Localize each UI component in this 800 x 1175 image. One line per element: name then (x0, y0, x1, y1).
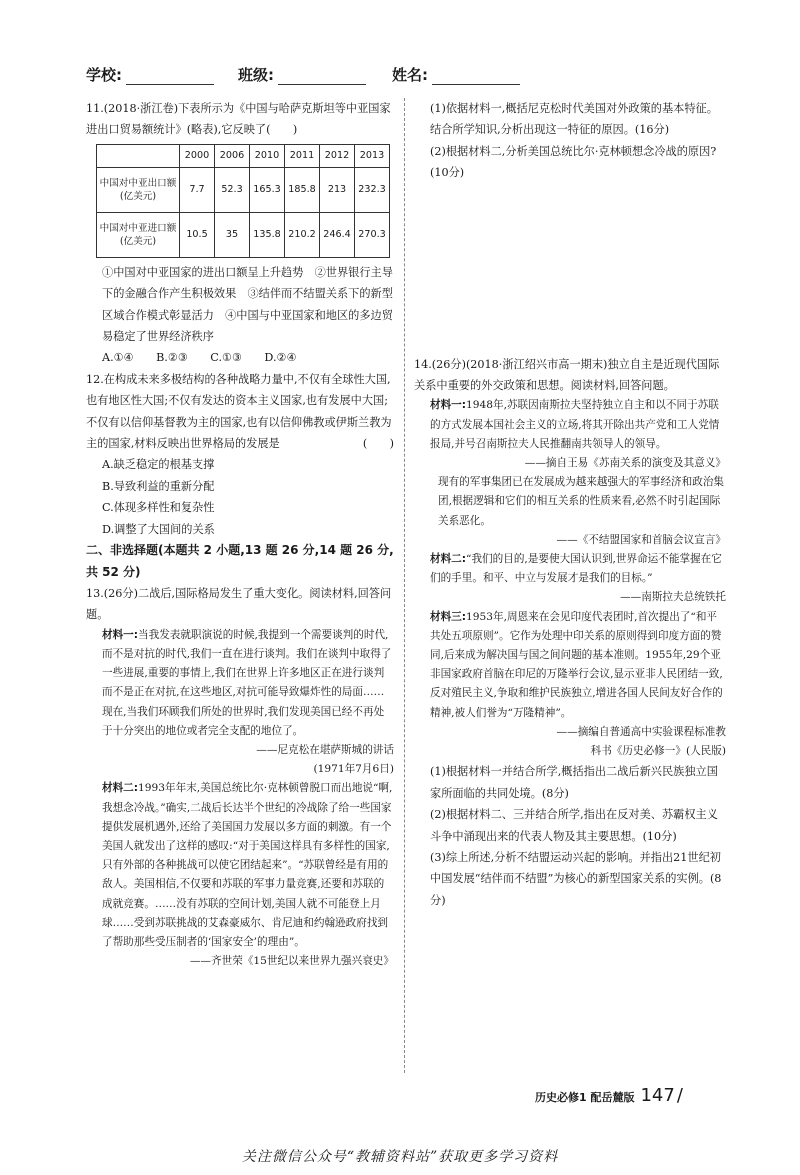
q14-question-1: (1)根据材料一并结合所学,概括指出二战后新兴民族独立国家所面临的共同处境。(8分) (430, 765, 718, 800)
section-heading-nonchoice: 二、非选择题(本题共 2 小题,13 题 26 分,14 题 26 分,共 52 分) (86, 543, 394, 579)
right-column (414, 98, 726, 911)
q14-material-3-source-line2: 科书《历史必修一》(人民版) (590, 745, 726, 758)
class-field: 班级: (238, 64, 366, 85)
student-info-header (86, 64, 606, 88)
q14-material-3-source-line1: ——摘编自普通高中实验课程标准教 (556, 725, 726, 738)
year-cell: 2006 (215, 144, 250, 167)
q12-option-b: B.导致利益的重新分配 (102, 479, 215, 493)
table-header-row (97, 144, 390, 167)
table-cell: 52.3 (215, 167, 250, 212)
bottom-note: 关注微信公众号“教辅资料站”获取更多学习资料 (241, 1149, 559, 1165)
year-cell: 2000 (180, 144, 215, 167)
table-cell: 10.5 (180, 212, 215, 257)
answer-paren[interactable]: ( ) (362, 437, 394, 451)
q13-material-1-date: (1971年7月6日) (313, 763, 394, 776)
q13-material-2: 材料二:1993年年末,美国总统比尔·克林顿曾脱口而出地说“啊,我想念冷战。”确实,二战后长达半个世纪的冷战除了给一些国家提供发展机遇外,还给了美国国力发展以多方面的刺激。有一个美国人就发出了这样的感叹:“对于美国这样具有多样性的国家,只有外部的各种挑战可以使它团结起来”。“苏联曾经是有用的敌人。美国相信,不仅要和苏联的军事力量竞赛,还要和苏联的成就竞赛。……没有苏联的空间计划,美国人就不可能登上月球……受到苏联挑战的艾森豪威尔、肯尼迪和约翰逊政府找到了帮助那些受压制者的‘国家安全’的理由”。 (102, 782, 393, 948)
q14-material-1: 材料一:1948年,苏联因南斯拉夫坚持独立自主和以不同于苏联的方式发展本国社会主义的立场,将其开除出共产党和工人党情报局,并号召南斯拉夫人民推翻南共领导人的领导。 (430, 399, 720, 450)
class-blank[interactable] (278, 68, 366, 85)
q14-material-2: 材料二:“我们的目的,是要使大国认识到,世界命运不能掌握在它们的手里。和平、中立与发展才是我们的目标。” (430, 553, 722, 585)
q11-choices: A.①④ B.②③ C.①③ D.②④ (102, 351, 297, 365)
q12-option-c: C.体现多样性和复杂性 (102, 501, 215, 515)
q12-option-d: D.调整了大国间的关系 (102, 522, 215, 536)
year-cell: 2012 (320, 144, 355, 167)
q13-material-1-source: ——尼克松在堪萨斯城的讲话 (256, 743, 394, 756)
name-blank[interactable] (432, 68, 520, 85)
left-column (86, 98, 394, 971)
table-cell: 270.3 (355, 212, 390, 257)
q14-material-1-source: ——摘自王易《苏南关系的演变及其意义》 (524, 457, 726, 470)
q11-stem: 11.(2018·浙江卷)下表所示为《中国与哈萨克斯坦等中亚国家进出口贸易额统计》(略表),它反映了( ) (86, 102, 391, 137)
book-title: 历史必修1 配岳麓版 (535, 1091, 635, 1104)
q12-option-a: A.缺乏稳定的根基支撑 (102, 458, 215, 472)
q14-material-2-source: ——南斯拉夫总统铁托 (620, 591, 726, 604)
answer-space (414, 184, 726, 354)
table-cell: 210.2 (285, 212, 320, 257)
school-blank[interactable] (126, 68, 214, 85)
q14-question-2: (2)根据材料二、三并结合所学,指出在反对美、苏霸权主义斗争中涌现出来的代表人物及其主要思想。(10分) (430, 808, 718, 843)
table-row (97, 212, 390, 257)
q11-options: ①中国对中亚国家的进出口额呈上升趋势 ②世界银行主导下的金融合作产生积极效果 ③结伴而不结盟关系下的新型区域合作模式彰显活力 ④中国与中亚国家和地区的多边贸易稳定了世界经济秩序 (102, 265, 393, 344)
q13-question-1: (1)依据材料一,概括尼克松时代美国对外政策的基本特征。结合所学知识,分析出现这一特征的原因。(16分) (430, 102, 718, 137)
table-cell: 232.3 (355, 167, 390, 212)
q11-trade-table (96, 144, 390, 258)
page-number: 147 (640, 1085, 675, 1106)
table-cell: 35 (215, 212, 250, 257)
school-field: 学校: (86, 64, 214, 85)
q13-question-2: (2)根据材料二,分析美国总统比尔·克林顿想念冷战的原因?(10分) (430, 144, 717, 180)
table-cell: 213 (320, 167, 355, 212)
q14-stem: 14.(26分)(2018·浙江绍兴市高一期末)独立自主是近现代国际关系中重要的外交政策和思想。阅读材料,回答问题。 (414, 357, 720, 393)
q14-material-3: 材料三:1953年,周恩来在会见印度代表团时,首次提出了“和平共处五项原则”。它作为处理中印关系的原则得到印度方面的赞同,后来成为解决国与国之间问题的基本准则。1955年,29个亚非国家政府首脑在印尼的万隆举行会议,显示亚非人民团结一致,反对殖民主义,争取和维护民族独立,增进各国人民间友好合作的精神,被人们誉为“万隆精神”。 (430, 610, 723, 719)
row-label-export: 中国对中亚出口额(亿美元) (97, 167, 180, 212)
q13-stem: 13.(26分)二战后,国际格局发生了重大变化。阅读材料,回答问题。 (86, 586, 392, 622)
q14-material-1b-source: ——《不结盟国家和首脑会议宣言》 (556, 533, 726, 546)
column-divider (404, 98, 405, 1073)
q14-question-3: (3)综上所述,分析不结盟运动兴起的影响。并指出21世纪初中国发展“结伴而不结盟”为核心的新型国家关系的实例。(8分) (430, 850, 722, 907)
year-cell: 2010 (250, 144, 285, 167)
table-row (97, 167, 390, 212)
page-footer (535, 1085, 683, 1106)
row-label-import: 中国对中亚进口额(亿美元) (97, 212, 180, 257)
table-cell: 246.4 (320, 212, 355, 257)
year-cell: 2013 (355, 144, 390, 167)
q12-stem: 12.在构成未来多极结构的各种战略力量中,不仅有全球性大国,也有地区性大国;不仅有发达的资本主义国家,也有发展中大国;不仅有以信仰基督教为主的国家,也有以信仰佛教或伊斯兰教为主的国家,材料反映出世界格局的发展是 ( ) (86, 369, 394, 455)
table-cell: 7.7 (180, 167, 215, 212)
year-cell: 2011 (285, 144, 320, 167)
q14-material-1b: 现有的军事集团已在发展成为越来越强大的军事经济和政治集团,根据逻辑和它们的相互关系的性质来看,必然不时引起国际关系恶化。 (438, 476, 725, 527)
table-cell: 135.8 (250, 212, 285, 257)
page-slash-icon: / (676, 1085, 683, 1106)
name-field: 姓名: (392, 64, 520, 85)
table-cell: 185.8 (285, 167, 320, 212)
table-cell: 165.3 (250, 167, 285, 212)
q13-material-1: 材料一:当我发表就职演说的时候,我提到一个需要谈判的时代,而不是对抗的时代,我们一直在进行谈判。我们在谈判中取得了一些进展,重要的事情上,我们在世界上许多地区正在进行谈判而不是正在对抗,在这些地区,对抗可能导致爆炸性的局面……现在,当我们环顾我们所处的世界时,我们发现美国已经不再处于十分突出的地位或者完全支配的地位了。 (102, 628, 392, 737)
q13-material-2-source: ——齐世荣《15世纪以来世界九强兴衰史》 (189, 955, 394, 968)
table-corner-cell (97, 144, 180, 167)
